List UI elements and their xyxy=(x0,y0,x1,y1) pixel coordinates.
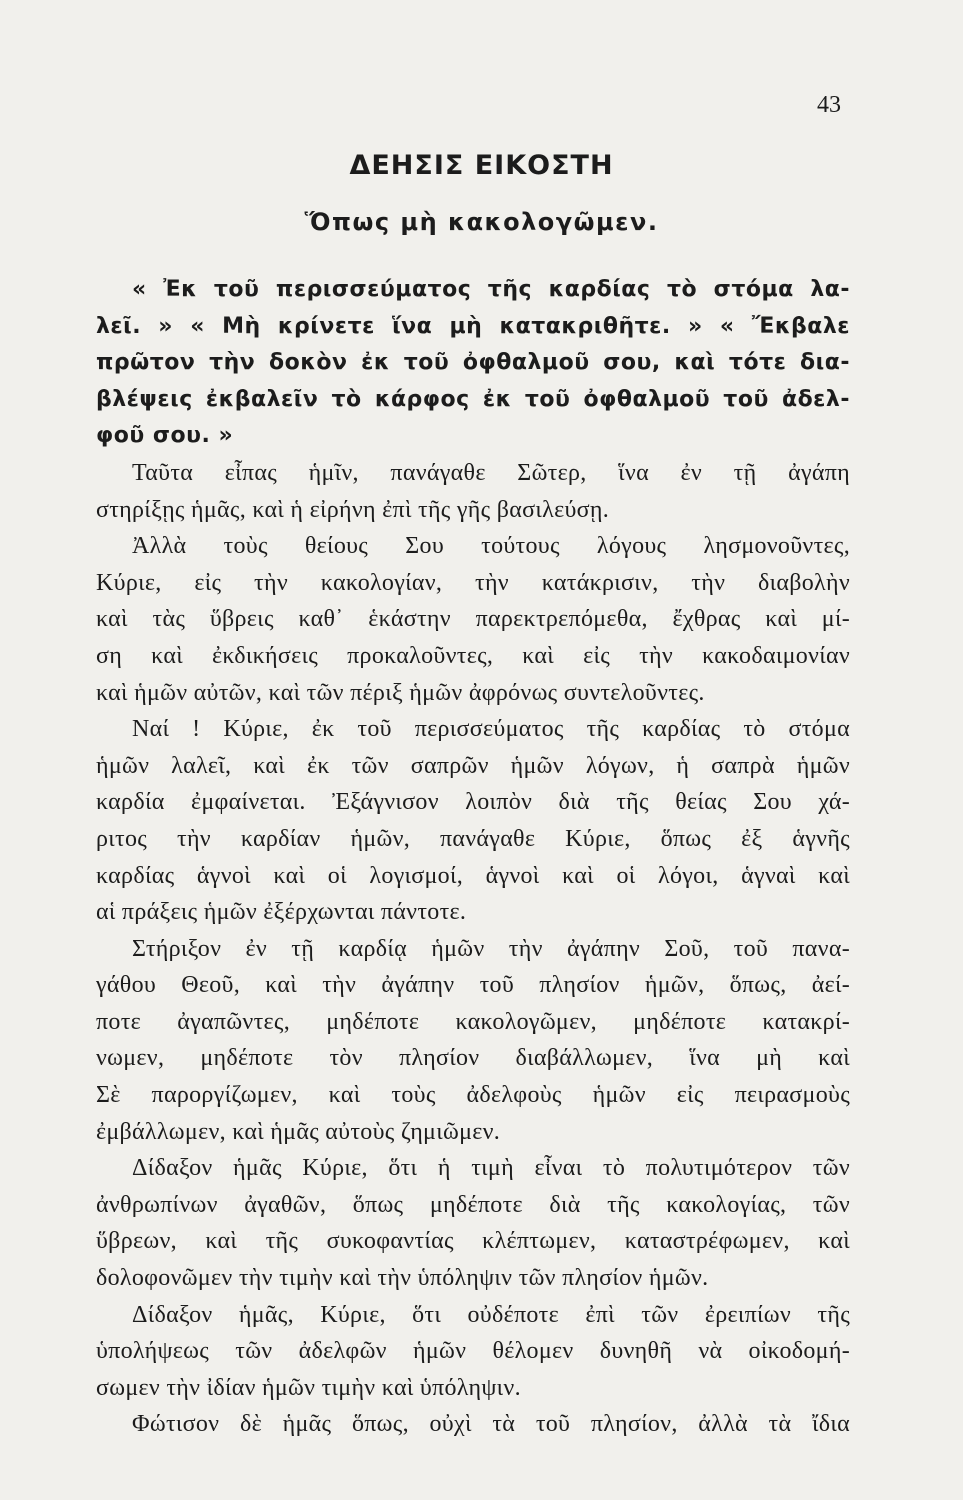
text-line: ριτος τὴν καρδίαν ἡμῶν, πανάγαθε Κύριε, ὅπως ἐξ ἁγνῆς xyxy=(96,825,850,852)
text-line: Δίδαξον ἡμᾶς Κύριε, ὅτι ἡ τιμὴ εἶναι τὸ πολυτιμότερον τῶν xyxy=(132,1155,850,1182)
text-line: Δίδαξον ἡμᾶς, Κύριε, ὅτι οὐδέποτε ἐπὶ τῶν ἐρειπίων τῆς xyxy=(132,1301,850,1328)
chapter-subtitle: Ὅπως μὴ κακολογῶμεν. xyxy=(304,208,659,236)
text-line: Ναί ! Κύριε, ἐκ τοῦ περισσεύματος τῆς καρδίας τὸ στόμα xyxy=(132,716,850,743)
text-line: ἡμῶν λαλεῖ, καὶ ἐκ τῶν σαπρῶν ἡμῶν λόγων, ἡ σαπρὰ ἡμῶν xyxy=(96,752,850,779)
text-line: καὶ τὰς ὕβρεις καθ᾽ ἑκάστην παρεκτρεπόμεθα, ἔχθρας καὶ μί- xyxy=(96,606,850,633)
text-line: γάθου Θεοῦ, καὶ τὴν ἀγάπην τοῦ πλησίον ἡμῶν, ὅπως, ἀεί- xyxy=(96,972,850,999)
text-line: ὑπολήψεως τῶν ἀδελφῶν ἡμῶν θέλομεν δυνηθῆ νὰ οἰκοδομή- xyxy=(96,1338,850,1365)
text-line: καρδίας ἁγνοὶ καὶ οἱ λογισμοί, ἁγνοὶ καὶ οἱ λόγοι, ἁγναὶ καὶ xyxy=(96,862,850,889)
text-line: νωμεν, μηδέποτε τὸν πλησίον διαβάλλωμεν, ἵνα μὴ καὶ xyxy=(96,1045,850,1072)
text-line: « Ἐκ τοῦ περισσεύματος τῆς καρδίας τὸ στόμα λα- xyxy=(132,277,850,302)
text-line: ὕβρεων, καὶ τῆς συκοφαντίας κλέπτωμεν, καταστρέφωμεν, καὶ xyxy=(96,1228,850,1255)
text-line: σωμεν τὴν ἰδίαν ἡμῶν τιμὴν καὶ ὑπόληψιν. xyxy=(96,1374,521,1401)
text-line: καρδία ἐμφαίνεται. Ἐξάγνισον λοιπὸν διὰ τῆς θείας Σου χά- xyxy=(96,789,850,816)
chapter-title: ΔΕΗΣΙΣ ΕΙΚΟΣΤΗ xyxy=(349,150,614,181)
text-line: Σὲ παροργίζωμεν, καὶ τοὺς ἀδελφοὺς ἡμῶν εἰς πειρασμοὺς xyxy=(96,1082,850,1109)
text-line: Στήριξον ἐν τῇ καρδίᾳ ἡμῶν τὴν ἀγάπην Σοῦ, τοῦ πανα- xyxy=(132,935,850,962)
text-line: Ταῦτα εἶπας ἡμῖν, πανάγαθε Σῶτερ, ἵνα ἐν τῇ ἀγάπη xyxy=(132,459,850,486)
text-line: Ἀλλὰ τοὺς θείους Σου τούτους λόγους λησμονοῦντες, xyxy=(132,533,850,560)
text-line: καὶ ἡμῶν αὐτῶν, καὶ τῶν πέριξ ἡμῶν ἀφρόνως συντελοῦντες. xyxy=(96,679,705,706)
text-line: Φώτισον δὲ ἡμᾶς ὅπως, οὐχὶ τὰ τοῦ πλησίον, ἀλλὰ τὰ ἴδια xyxy=(132,1411,850,1438)
text-line: στηρίξῃς ἡμᾶς, καὶ ἡ εἰρήνη ἐπὶ τῆς γῆς βασιλεύσῃ. xyxy=(96,496,610,523)
text-line: πρῶτον τὴν δοκὸν ἐκ τοῦ ὀφθαλμοῦ σου, καὶ τότε δια- xyxy=(96,350,850,376)
body-text xyxy=(96,272,850,1443)
text-line: αἱ πράξεις ἡμῶν ἐξέρχωνται πάντοτε. xyxy=(96,899,467,926)
text-line: Κύριε, εἰς τὴν κακολογίαν, τὴν κατάκρισιν, τὴν διαβολὴν xyxy=(96,569,850,596)
page-number: 43 xyxy=(817,92,841,118)
text-line: ποτε ἀγαπῶντες, μηδέποτε κακολογῶμεν, μηδέποτε κατακρί- xyxy=(96,1008,850,1035)
text-line: ἀνθρωπίνων ἀγαθῶν, ὅπως μηδέποτε διὰ τῆς κακολογίας, τῶν xyxy=(96,1191,850,1218)
text-line: βλέψεις ἐκβαλεῖν τὸ κάρφος ἐκ τοῦ ὀφθαλμοῦ τοῦ ἀδελ- xyxy=(96,386,850,412)
text-line: δολοφονῶμεν τὴν τιμὴν καὶ τὴν ὑπόληψιν τῶν πλησίον ἡμῶν. xyxy=(96,1265,709,1292)
text-line: ση καὶ ἐκδικήσεις προκαλοῦντες, καὶ εἰς τὴν κακοδαιμονίαν xyxy=(96,642,850,669)
text-line: φοῦ σου. » xyxy=(96,423,234,449)
text-line: λεῖ. » « Μὴ κρίνετε ἵνα μὴ κατακριθῆτε. » « Ἔκβαλε xyxy=(96,313,850,339)
text-line: ἐμβάλλωμεν, καὶ ἡμᾶς αὐτοὺς ζημιῶμεν. xyxy=(96,1118,501,1145)
